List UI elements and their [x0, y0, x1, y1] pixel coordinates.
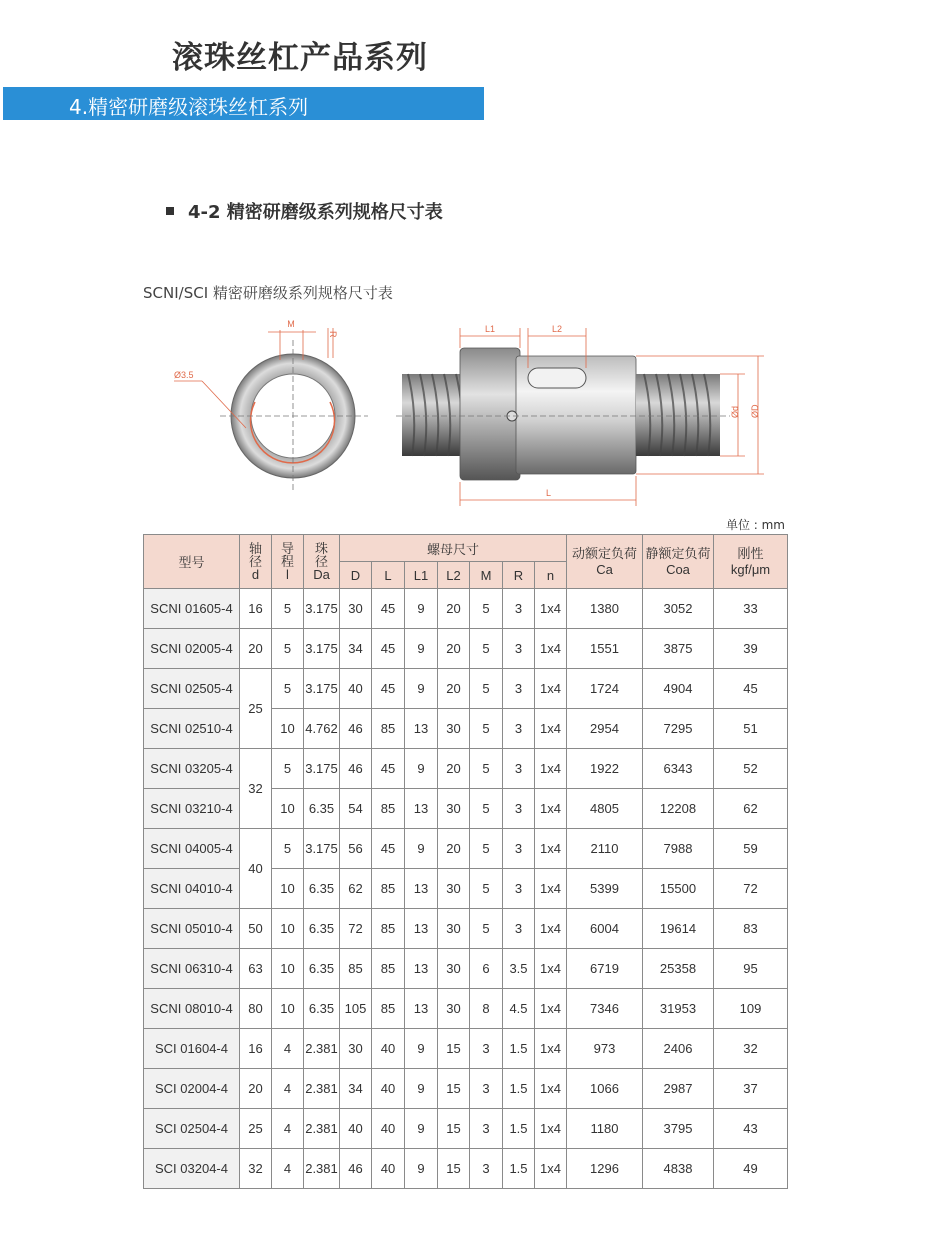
cell-lead: 5: [272, 749, 304, 789]
cell-D: 40: [340, 1109, 372, 1149]
cell-n: 1x4: [535, 1149, 567, 1189]
cell-M: 5: [470, 909, 503, 949]
cell-n: 1x4: [535, 709, 567, 749]
header-L1: L1: [405, 562, 438, 589]
cell-rigidity: 45: [714, 669, 788, 709]
cell-L1: 13: [405, 869, 438, 909]
cell-M: 3: [470, 1069, 503, 1109]
cell-da: 2.381: [304, 1029, 340, 1069]
dim-l-label: L: [546, 488, 552, 498]
cell-L2: 30: [438, 949, 470, 989]
cell-M: 6: [470, 949, 503, 989]
header-nut-size: 螺母尺寸: [340, 535, 567, 562]
cell-da: 3.175: [304, 669, 340, 709]
cell-lead: 5: [272, 829, 304, 869]
cell-da: 6.35: [304, 789, 340, 829]
header-n: n: [535, 562, 567, 589]
cell-L1: 9: [405, 669, 438, 709]
cell-rigidity: 37: [714, 1069, 788, 1109]
cell-ca: 2954: [567, 709, 643, 749]
cell-R: 3: [503, 629, 535, 669]
cell-lead: 5: [272, 669, 304, 709]
cell-rigidity: 39: [714, 629, 788, 669]
cell-n: 1x4: [535, 989, 567, 1029]
cell-L: 85: [372, 709, 405, 749]
cell-lead: 5: [272, 589, 304, 629]
header-R: R: [503, 562, 535, 589]
cell-R: 1.5: [503, 1029, 535, 1069]
table-row: [144, 829, 788, 869]
table-row: [144, 949, 788, 989]
cell-d: 20: [240, 1069, 272, 1109]
cell-D: 54: [340, 789, 372, 829]
cell-L1: 9: [405, 1069, 438, 1109]
cell-R: 1.5: [503, 1109, 535, 1149]
cell-L2: 15: [438, 1069, 470, 1109]
cell-model: SCNI 02505-4: [144, 669, 240, 709]
cell-L1: 9: [405, 1109, 438, 1149]
table-row: [144, 1069, 788, 1109]
cell-L1: 13: [405, 989, 438, 1029]
header-ball-dia: 珠 径 Da: [304, 535, 340, 589]
cell-L2: 30: [438, 789, 470, 829]
dim-r-label: R: [328, 331, 338, 338]
cell-rigidity: 62: [714, 789, 788, 829]
cell-L1: 9: [405, 749, 438, 789]
cell-n: 1x4: [535, 789, 567, 829]
cell-da: 3.175: [304, 629, 340, 669]
cell-ca: 6719: [567, 949, 643, 989]
cell-n: 1x4: [535, 909, 567, 949]
cell-n: 1x4: [535, 869, 567, 909]
cell-M: 5: [470, 669, 503, 709]
cell-coa: 2406: [643, 1029, 714, 1069]
cell-L: 40: [372, 1069, 405, 1109]
cell-model: SCNI 04010-4: [144, 869, 240, 909]
cell-L1: 13: [405, 709, 438, 749]
cell-D: 46: [340, 1149, 372, 1189]
cell-n: 1x4: [535, 949, 567, 989]
cell-da: 3.175: [304, 829, 340, 869]
cell-lead: 4: [272, 1069, 304, 1109]
cell-d: 80: [240, 989, 272, 1029]
cell-R: 3: [503, 789, 535, 829]
cell-coa: 25358: [643, 949, 714, 989]
header-rigidity: 刚性 kgf/μm: [714, 535, 788, 589]
page-title: 滚珠丝杠产品系列: [172, 40, 428, 76]
cell-n: 1x4: [535, 1069, 567, 1109]
section-banner: [3, 87, 484, 120]
cell-R: 3: [503, 749, 535, 789]
cell-L2: 20: [438, 629, 470, 669]
dim-l1-label: L1: [485, 324, 496, 334]
cell-L: 85: [372, 909, 405, 949]
cell-L: 85: [372, 989, 405, 1029]
cell-model: SCNI 02005-4: [144, 629, 240, 669]
table-row: [144, 909, 788, 949]
ball-nut-drawing: [140, 310, 780, 510]
cell-lead: 10: [272, 949, 304, 989]
header-L2: L2: [438, 562, 470, 589]
cell-da: 4.762: [304, 709, 340, 749]
cell-L: 45: [372, 629, 405, 669]
cell-R: 3: [503, 669, 535, 709]
cell-d: 32: [240, 749, 272, 829]
cell-n: 1x4: [535, 669, 567, 709]
header-L: L: [372, 562, 405, 589]
cell-L: 45: [372, 589, 405, 629]
cell-rigidity: 95: [714, 949, 788, 989]
cell-M: 8: [470, 989, 503, 1029]
cell-lead: 10: [272, 709, 304, 749]
cell-n: 1x4: [535, 629, 567, 669]
figure-caption: SCNI/SCI 精密研磨级系列规格尺寸表: [143, 284, 393, 302]
cell-model: SCNI 03210-4: [144, 789, 240, 829]
cell-M: 5: [470, 789, 503, 829]
cell-lead: 4: [272, 1109, 304, 1149]
cell-L1: 13: [405, 789, 438, 829]
cell-d: 63: [240, 949, 272, 989]
cell-L1: 9: [405, 1029, 438, 1069]
cell-coa: 4838: [643, 1149, 714, 1189]
cell-D: 46: [340, 709, 372, 749]
section-title: 4.精密研磨级滚珠丝杠系列: [69, 95, 309, 119]
cell-n: 1x4: [535, 1109, 567, 1149]
cell-M: 5: [470, 829, 503, 869]
cell-M: 5: [470, 589, 503, 629]
cell-coa: 3052: [643, 589, 714, 629]
cell-coa: 7295: [643, 709, 714, 749]
cell-R: 4.5: [503, 989, 535, 1029]
cell-L2: 20: [438, 829, 470, 869]
cell-L: 40: [372, 1029, 405, 1069]
cell-lead: 10: [272, 909, 304, 949]
unit-label: 单位 : mm: [725, 518, 785, 532]
cell-coa: 12208: [643, 789, 714, 829]
cell-R: 3: [503, 829, 535, 869]
cell-D: 34: [340, 629, 372, 669]
square-bullet-icon: [166, 207, 174, 215]
cell-L2: 20: [438, 749, 470, 789]
cell-coa: 15500: [643, 869, 714, 909]
cell-coa: 3795: [643, 1109, 714, 1149]
cell-L1: 9: [405, 1149, 438, 1189]
cell-ca: 1066: [567, 1069, 643, 1109]
cell-coa: 7988: [643, 829, 714, 869]
cell-da: 6.35: [304, 949, 340, 989]
cell-model: SCI 03204-4: [144, 1149, 240, 1189]
cell-model: SCNI 01605-4: [144, 589, 240, 629]
cell-lead: 5: [272, 629, 304, 669]
cell-coa: 6343: [643, 749, 714, 789]
cell-M: 3: [470, 1149, 503, 1189]
cell-lead: 10: [272, 789, 304, 829]
cell-ca: 2110: [567, 829, 643, 869]
cell-L2: 15: [438, 1149, 470, 1189]
header-D: D: [340, 562, 372, 589]
cell-L1: 9: [405, 589, 438, 629]
cell-d: 25: [240, 669, 272, 749]
table-row: [144, 1029, 788, 1069]
cell-L2: 15: [438, 1029, 470, 1069]
cell-L2: 30: [438, 909, 470, 949]
cell-L2: 15: [438, 1109, 470, 1149]
cell-coa: 2987: [643, 1069, 714, 1109]
cell-d: 32: [240, 1149, 272, 1189]
cell-L1: 13: [405, 909, 438, 949]
header-ca: 动额定负荷 Ca: [567, 535, 643, 589]
cell-model: SCI 02504-4: [144, 1109, 240, 1149]
cell-M: 3: [470, 1109, 503, 1149]
cell-d: 40: [240, 829, 272, 909]
cell-D: 30: [340, 589, 372, 629]
cell-coa: 3875: [643, 629, 714, 669]
cell-R: 1.5: [503, 1069, 535, 1109]
cell-L: 40: [372, 1109, 405, 1149]
cell-model: SCNI 05010-4: [144, 909, 240, 949]
cell-D: 85: [340, 949, 372, 989]
dim-hole-label: Ø3.5: [174, 370, 194, 380]
cell-L2: 30: [438, 869, 470, 909]
cell-L1: 9: [405, 829, 438, 869]
cell-D: 46: [340, 749, 372, 789]
cell-L: 85: [372, 949, 405, 989]
cell-ca: 1724: [567, 669, 643, 709]
cell-rigidity: 51: [714, 709, 788, 749]
cell-D: 30: [340, 1029, 372, 1069]
cell-D: 62: [340, 869, 372, 909]
cell-d: 50: [240, 909, 272, 949]
cell-rigidity: 43: [714, 1109, 788, 1149]
cell-coa: 4904: [643, 669, 714, 709]
table-row: [144, 629, 788, 669]
cell-d: 16: [240, 589, 272, 629]
cell-ca: 5399: [567, 869, 643, 909]
cell-R: 3: [503, 909, 535, 949]
cell-ca: 973: [567, 1029, 643, 1069]
cell-L1: 9: [405, 629, 438, 669]
table-row: [144, 589, 788, 629]
table-row: [144, 1149, 788, 1189]
cell-M: 5: [470, 709, 503, 749]
cell-da: 2.381: [304, 1069, 340, 1109]
cell-coa: 31953: [643, 989, 714, 1029]
cell-ca: 1180: [567, 1109, 643, 1149]
cell-lead: 10: [272, 989, 304, 1029]
cell-R: 3: [503, 589, 535, 629]
cell-model: SCNI 04005-4: [144, 829, 240, 869]
cell-M: 3: [470, 1029, 503, 1069]
cell-L2: 20: [438, 589, 470, 629]
cell-ca: 6004: [567, 909, 643, 949]
cell-R: 1.5: [503, 1149, 535, 1189]
header-M: M: [470, 562, 503, 589]
cell-lead: 4: [272, 1149, 304, 1189]
cell-coa: 19614: [643, 909, 714, 949]
cell-d: 16: [240, 1029, 272, 1069]
cell-ca: 1380: [567, 589, 643, 629]
cell-D: 56: [340, 829, 372, 869]
cell-model: SCI 01604-4: [144, 1029, 240, 1069]
header-shaft-dia: 轴 径 d: [240, 535, 272, 589]
cell-L: 45: [372, 829, 405, 869]
cell-M: 5: [470, 629, 503, 669]
cell-D: 34: [340, 1069, 372, 1109]
cell-model: SCNI 02510-4: [144, 709, 240, 749]
cell-rigidity: 32: [714, 1029, 788, 1069]
cell-da: 3.175: [304, 749, 340, 789]
cell-d: 20: [240, 629, 272, 669]
cell-D: 105: [340, 989, 372, 1029]
cell-model: SCNI 03205-4: [144, 749, 240, 789]
cell-rigidity: 52: [714, 749, 788, 789]
cell-model: SCI 02004-4: [144, 1069, 240, 1109]
cell-da: 2.381: [304, 1149, 340, 1189]
cell-model: SCNI 08010-4: [144, 989, 240, 1029]
cell-da: 3.175: [304, 589, 340, 629]
cell-L1: 13: [405, 949, 438, 989]
cell-D: 40: [340, 669, 372, 709]
dim-m-label: M: [287, 319, 295, 329]
table-row: [144, 669, 788, 709]
table-row: [144, 1109, 788, 1149]
cell-ca: 1296: [567, 1149, 643, 1189]
cell-ca: 1551: [567, 629, 643, 669]
sub-heading: [166, 198, 443, 224]
cell-L2: 30: [438, 989, 470, 1029]
cell-M: 5: [470, 869, 503, 909]
cell-L: 85: [372, 869, 405, 909]
cell-rigidity: 109: [714, 989, 788, 1029]
table-row: [144, 749, 788, 789]
cell-da: 6.35: [304, 989, 340, 1029]
cell-L: 40: [372, 1149, 405, 1189]
cell-M: 5: [470, 749, 503, 789]
cell-n: 1x4: [535, 589, 567, 629]
cell-ca: 1922: [567, 749, 643, 789]
cell-L2: 30: [438, 709, 470, 749]
cell-rigidity: 72: [714, 869, 788, 909]
side-view: [396, 324, 764, 506]
cell-rigidity: 49: [714, 1149, 788, 1189]
cell-rigidity: 59: [714, 829, 788, 869]
cell-L: 45: [372, 669, 405, 709]
cell-n: 1x4: [535, 829, 567, 869]
cell-R: 3: [503, 709, 535, 749]
cell-L2: 20: [438, 669, 470, 709]
cell-n: 1x4: [535, 749, 567, 789]
cell-n: 1x4: [535, 1029, 567, 1069]
cell-ca: 7346: [567, 989, 643, 1029]
cell-rigidity: 83: [714, 909, 788, 949]
cell-ca: 4805: [567, 789, 643, 829]
cell-L: 45: [372, 749, 405, 789]
cell-D: 72: [340, 909, 372, 949]
cell-d: 25: [240, 1109, 272, 1149]
cell-lead: 10: [272, 869, 304, 909]
header-coa: 静额定负荷 Coa: [643, 535, 714, 589]
cell-R: 3: [503, 869, 535, 909]
cell-model: SCNI 06310-4: [144, 949, 240, 989]
table-row: [144, 989, 788, 1029]
cell-da: 2.381: [304, 1109, 340, 1149]
cell-da: 6.35: [304, 909, 340, 949]
sub-heading-text: 4-2 精密研磨级系列规格尺寸表: [188, 202, 443, 223]
cell-lead: 4: [272, 1029, 304, 1069]
cell-rigidity: 33: [714, 589, 788, 629]
header-model: 型号: [144, 535, 240, 589]
cell-da: 6.35: [304, 869, 340, 909]
spec-table: [143, 534, 788, 1189]
cell-R: 3.5: [503, 949, 535, 989]
cell-L: 85: [372, 789, 405, 829]
dim-od-large-label: ØD: [750, 404, 760, 418]
dim-od-small-label: Ød: [730, 405, 740, 418]
dim-l2-label: L2: [552, 324, 563, 334]
header-lead: 导 程 l: [272, 535, 304, 589]
end-view: [174, 319, 368, 490]
